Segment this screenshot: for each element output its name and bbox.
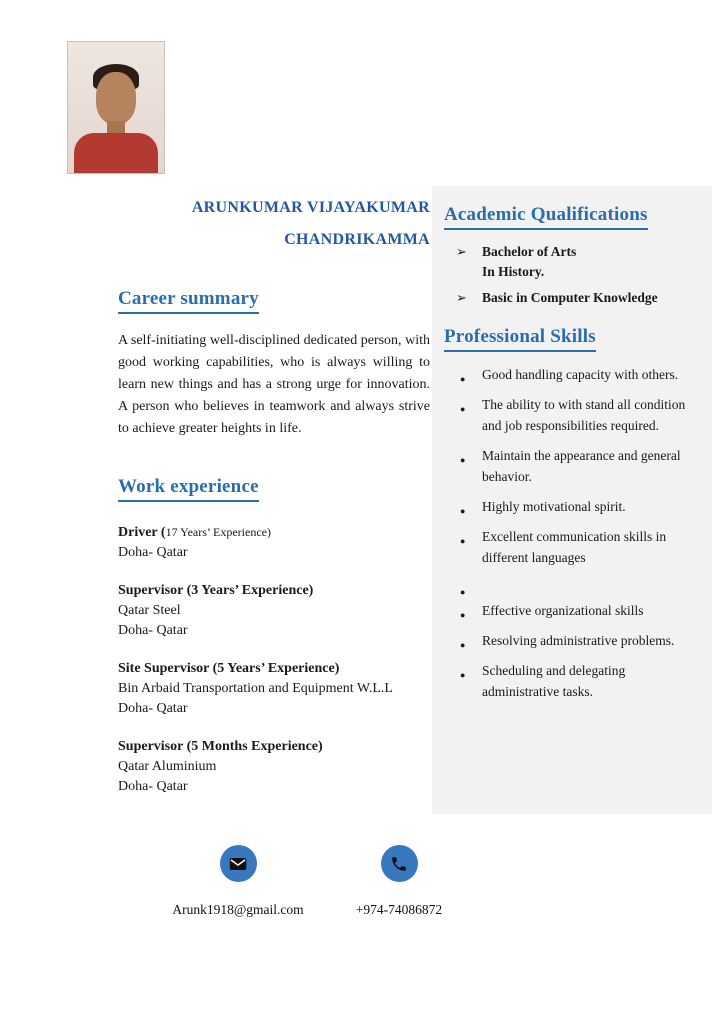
work-experience-heading: Work experience [118, 476, 259, 502]
job-company: Qatar Aluminium [118, 759, 217, 774]
job-entry [118, 522, 430, 563]
skill-text: Scheduling and delegating administrative tasks. [482, 663, 626, 699]
career-summary-section [118, 288, 430, 314]
candidate-name-line2: CHANDRIKAMMA [284, 231, 430, 248]
skill-text: Resolving administrative problems. [482, 633, 675, 648]
job-entry [118, 580, 430, 641]
job-title [118, 736, 430, 757]
email-icon-circle [220, 845, 257, 882]
skill-text: Excellent communication skills in different languages [482, 529, 667, 565]
career-summary-text: A self-initiating well-disciplined dedicated person, with good working capabilities, who is always willing to learn new things and has a strong urge for innovation. A person who believes in teamwork and always strive to achieve greater heights in life. [118, 333, 430, 436]
skill-text: Maintain the appearance and general behavior. [482, 448, 681, 484]
skill-text: Good handling capacity with others. [482, 367, 679, 382]
qualification-line2: In History. [482, 264, 545, 279]
professional-skills-section [444, 326, 698, 352]
photo-shirt-shape [74, 133, 158, 173]
job-entry [118, 658, 430, 719]
job-list [118, 522, 430, 797]
photo-face-shape [96, 72, 136, 124]
skill-item [456, 394, 698, 436]
job-title [118, 580, 430, 601]
dot-bullet-icon: ● [460, 374, 466, 384]
arrow-bullet-icon: ➢ [456, 244, 467, 259]
job-title-note: 17 Years’ Experience) [165, 525, 271, 539]
job-location: Doha- Qatar [118, 701, 188, 716]
qualification-line1: Bachelor of Arts [482, 244, 577, 259]
arrow-bullet-icon: ➢ [456, 290, 467, 305]
dot-bullet-icon: ● [460, 640, 466, 650]
professional-skills-list [444, 364, 698, 702]
right-column-panel [432, 186, 712, 814]
email-contact [152, 845, 324, 918]
job-title [118, 522, 430, 543]
skill-text: Effective organizational skills [482, 603, 644, 618]
candidate-name [118, 186, 430, 256]
work-experience-section [118, 476, 430, 502]
qualification-item [456, 288, 698, 308]
envelope-icon [229, 855, 247, 873]
job-title-text: Supervisor (3 Years’ Experience) [118, 583, 314, 598]
skill-item [456, 660, 698, 702]
phone-number: +974-74086872 [355, 902, 443, 917]
skill-item [456, 445, 698, 487]
skill-text: Highly motivational spirit. [482, 499, 626, 514]
skill-text: The ability to with stand all condition and job responsibilities required. [482, 397, 686, 433]
job-company: Qatar Steel [118, 603, 181, 618]
dot-bullet-icon: ● [460, 455, 466, 465]
job-title [118, 658, 430, 679]
email-address: Arunk1918@gmail.com [172, 902, 304, 917]
phone-contact [324, 845, 474, 918]
job-entry [118, 736, 430, 797]
dot-bullet-icon: ● [460, 404, 466, 414]
job-company: Bin Arbaid Transportation and Equipment W.L.L [118, 681, 393, 696]
left-column [118, 186, 432, 814]
job-title-text: Site Supervisor (5 Years’ Experience) [118, 661, 340, 676]
professional-skills-heading: Professional Skills [444, 326, 596, 352]
skill-item [456, 364, 698, 385]
contact-footer [152, 845, 474, 918]
dot-bullet-icon: ● [460, 506, 466, 516]
skill-item [456, 526, 698, 568]
qualification-line1: Basic in Computer Knowledge [482, 290, 658, 305]
candidate-name-line1: ARUNKUMAR VIJAYAKUMAR [191, 199, 430, 216]
job-location: Doha- Qatar [118, 779, 188, 794]
job-title-text: Driver ( [118, 525, 166, 540]
job-location: Doha- Qatar [118, 545, 188, 560]
main-content [118, 186, 712, 814]
profile-photo [68, 42, 164, 173]
career-summary-heading: Career summary [118, 288, 259, 314]
phone-icon-circle [381, 845, 418, 882]
skill-item [456, 496, 698, 517]
job-title-text: Supervisor (5 Months Experience) [118, 739, 323, 754]
skill-item-empty [456, 577, 698, 597]
phone-icon [390, 855, 408, 873]
dot-bullet-icon: ● [460, 670, 466, 680]
skill-item [456, 600, 698, 621]
qualification-item [456, 242, 698, 282]
dot-bullet-icon: ● [460, 587, 466, 597]
academic-qualifications-list [444, 242, 698, 308]
dot-bullet-icon: ● [460, 536, 466, 546]
dot-bullet-icon: ● [460, 610, 466, 620]
job-location: Doha- Qatar [118, 623, 188, 638]
academic-qualifications-heading: Academic Qualifications [444, 204, 648, 230]
skill-item [456, 630, 698, 651]
